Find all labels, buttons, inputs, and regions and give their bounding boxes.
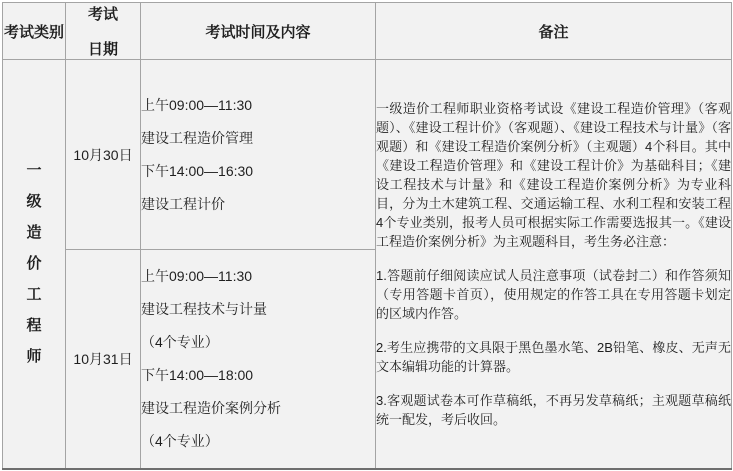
- remarks-item-1: 1.答题前仔细阅读应试人员注意事项（试卷封二）和作答须知（专用答题卡首页），使用规定的作答工具在专用答题卡划定的区域内作答。: [376, 267, 731, 321]
- header-exam-date-line1: 考试: [87, 6, 118, 23]
- header-exam-date: [66, 3, 141, 60]
- remarks-intro: 一级造价工程师职业资格考试设《建设工程造价管理》（客观题）、《建设工程计价》（客观题）、《建设工程技术与计量》（客观题）和《建设工程造价案例分析》（主观题）4个科目。其中 《建设工程造价管理》和《建设工程计价》为基础科目；《建设工程技术与计量》和《建设工程造价案例分析》为专业科目，分为土木建筑工程、交通运输工程、水利工程和安装工程4个专业类别，报考人员可根据实际工作需要选报其一。《建设工程造价案例分析》为主观题科目，考生务必注意：: [376, 100, 731, 249]
- category-char: 价: [26, 255, 42, 273]
- subject-name: 建设工程技术与计量: [141, 300, 267, 317]
- subject-name: 建设工程造价案例分析: [141, 399, 281, 416]
- exam-content-day2: [141, 250, 376, 469]
- category-char: 工: [26, 286, 42, 304]
- subject-name: 建设工程造价管理: [141, 129, 253, 146]
- table-header-row: [3, 3, 732, 60]
- session-time-afternoon: 下午14:00—16:30: [141, 162, 254, 179]
- exam-schedule-table: [2, 2, 732, 470]
- session-time-afternoon: 下午14:00—18:00: [141, 366, 254, 383]
- header-remarks: 备注: [376, 3, 732, 60]
- exam-content-day1: [141, 60, 376, 250]
- table-row-day1: [3, 60, 732, 250]
- remarks-item-3: 3.客观题试卷本可作草稿纸，不再另发草稿纸；主观题草稿纸统一配发，考后收回。: [376, 392, 731, 427]
- subject-specialties: （4个专业）: [141, 333, 219, 350]
- exam-date-day2: 10月31日: [66, 250, 141, 469]
- exam-category-cell: [3, 60, 66, 469]
- category-char: 程: [26, 317, 42, 335]
- header-exam-category: 考试类别: [3, 3, 66, 60]
- category-char: 级: [26, 193, 42, 211]
- category-char: 一: [26, 162, 42, 180]
- subject-specialties: （4个专业）: [141, 432, 219, 449]
- remarks-item-2: 2.考生应携带的文具限于黑色墨水笔、2B铅笔、橡皮、无声无文本编辑功能的计算器。: [376, 339, 731, 374]
- session-time-morning: 上午09:00—11:30: [141, 267, 253, 284]
- exam-date-day1: 10月30日: [66, 60, 141, 250]
- remarks-cell: [376, 60, 732, 469]
- subject-name: 建设工程计价: [141, 195, 225, 212]
- header-exam-date-line2: 日期: [87, 41, 118, 58]
- category-char: 师: [26, 348, 42, 366]
- category-char: 造: [26, 224, 42, 242]
- session-time-morning: 上午09:00—11:30: [141, 96, 253, 113]
- header-exam-time-content: 考试时间及内容: [141, 3, 376, 60]
